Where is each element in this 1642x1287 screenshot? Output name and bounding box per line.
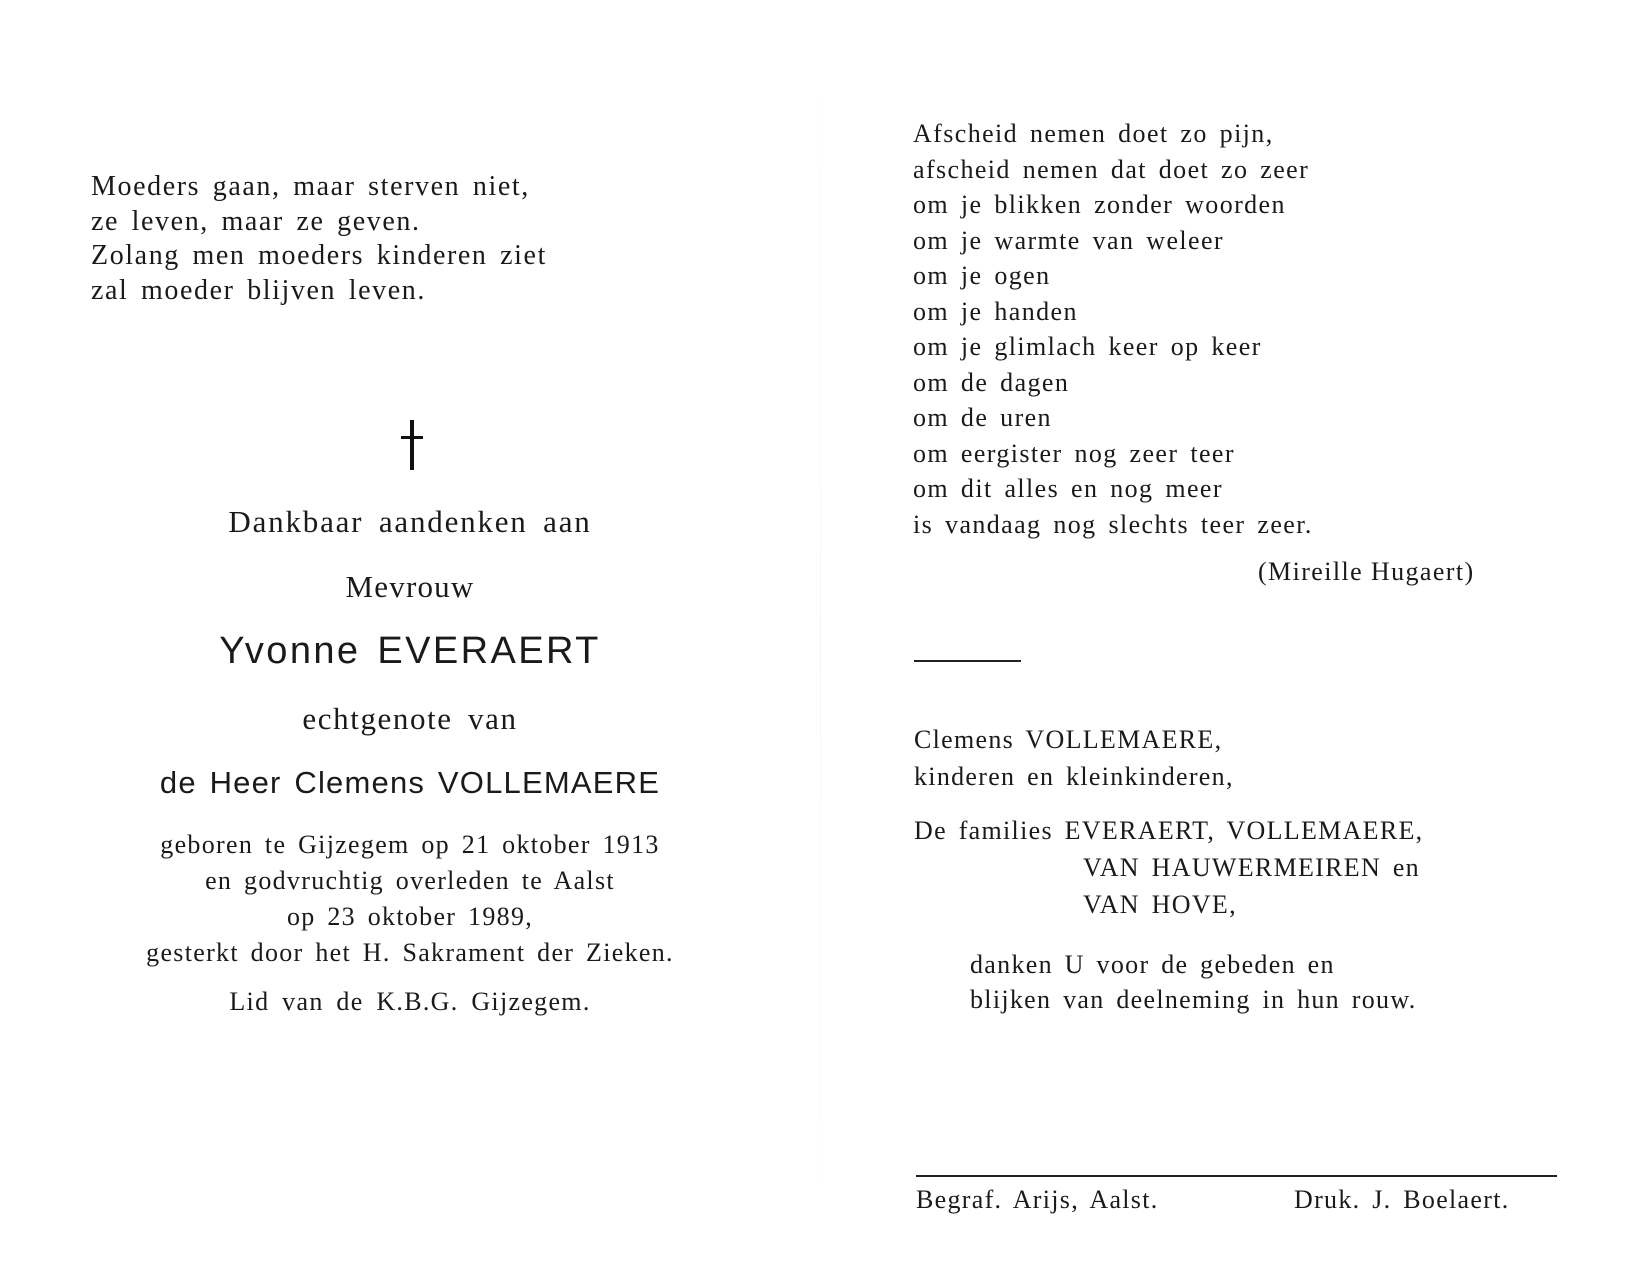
right-poem-line: om de dagen [913,367,1070,397]
thanks-line: De families EVERAERT, VOLLEMAERE, [914,816,1424,845]
poem-attribution: (Mireille Hugaert) [1258,557,1475,586]
thanks-line: VAN HAUWERMEIREN en [1083,853,1420,882]
bio-line: op 23 oktober 1989, [286,902,534,931]
right-poem-line: om dit alles en nog meer [913,474,1223,503]
thanks-line: blijken van deelneming in hun rouw. [970,985,1417,1014]
right-poem-line: afscheid nemen dat doet zo zeer [913,154,1310,184]
right-poem-line: om je blikken zonder woorden [913,190,1286,219]
right-poem-line: om je warmte van weleer [913,225,1224,255]
intro-text: Dankbaar aandenken aan [228,504,592,539]
thanks-line: kinderen en kleinkinderen, [914,762,1234,791]
biography [0,827,820,971]
cross-icon [392,420,432,476]
spouse-name: de Heer Clemens VOLLEMAERE [159,765,661,800]
divider [914,660,1021,662]
right-poem [913,116,1313,542]
bio-line: geboren te Gijzegem op 21 oktober 1913 [160,830,660,859]
membership: Lid van de K.B.G. Gijzegem. [229,987,591,1016]
page-fold [820,0,821,1287]
right-poem-line: om eergister nog zeer teer [913,438,1235,468]
deceased-name: Yvonne EVERAERT [219,630,601,672]
right-poem-line: om je ogen [913,261,1051,290]
thanks-line: danken U voor de gebeden en [970,950,1335,979]
bio-line: en godvruchtig overleden te Aalst [205,866,615,895]
right-poem-line: om de uren [913,403,1052,432]
left-poem-line: ze leven, maar ze geven. [91,205,421,237]
footer-rule [916,1175,1557,1177]
right-poem-line: is vandaag nog slechts teer zeer. [913,509,1313,539]
spouse-label: echtgenote van [302,701,518,736]
left-poem-line: zal moeder blijven leven. [91,274,426,306]
right-poem-line: Afscheid nemen doet zo pijn, [913,119,1274,148]
honorific: Mevrouw [345,569,475,604]
left-poem-line: Zolang men moeders kinderen ziet [91,240,547,271]
right-poem-line: om je glimlach keer op keer [913,332,1262,361]
thanks-line: Clemens VOLLEMAERE, [914,725,1223,754]
right-poem-line: om je handen [913,296,1078,326]
left-poem-line: Moeders gaan, maar sterven niet, [91,171,530,202]
footer-undertaker: Begraf. Arijs, Aalst. [916,1185,1159,1214]
left-poem [91,170,547,308]
bio-line: gesterkt door het H. Sakrament der Zieken. [146,938,674,967]
footer-printer: Druk. J. Boelaert. [1294,1185,1510,1214]
thanks-line: VAN HOVE, [1083,890,1237,919]
